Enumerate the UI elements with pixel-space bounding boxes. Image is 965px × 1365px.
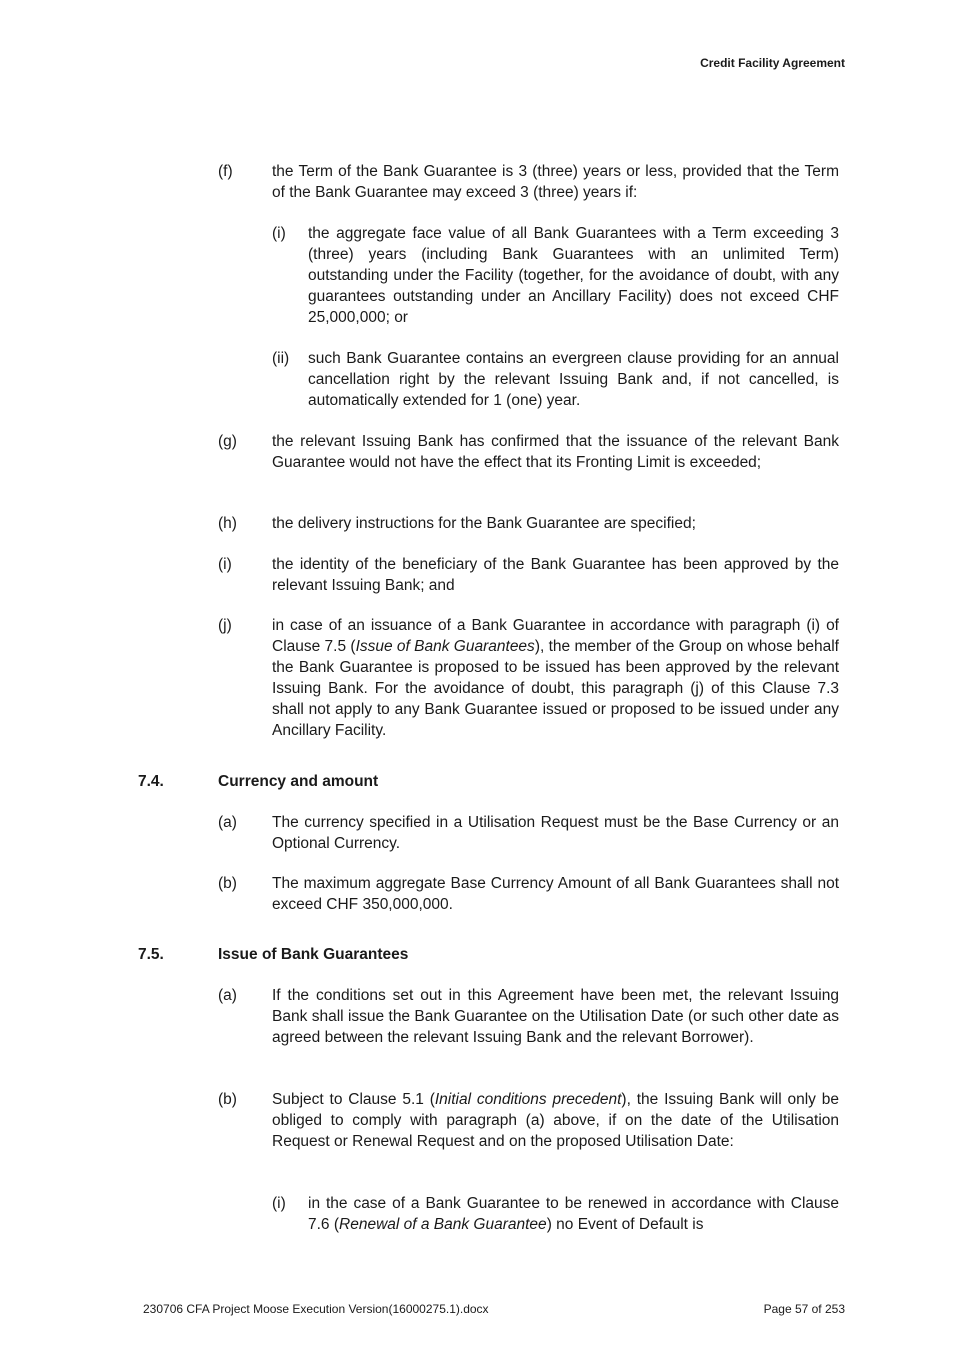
text-run: ) no Event of Default is bbox=[546, 1216, 704, 1233]
text-run: Subject to Clause 5.1 ( bbox=[272, 1091, 435, 1108]
subparagraph-7-5-b-i bbox=[272, 1193, 839, 1235]
paragraph-label: (h) bbox=[218, 515, 237, 532]
paragraph-label: (b) bbox=[218, 875, 237, 892]
clause-reference: Renewal of a Bank Guarantee bbox=[339, 1216, 547, 1233]
paragraph-g bbox=[218, 431, 839, 473]
paragraph-j bbox=[218, 615, 839, 741]
paragraph-7-4-b bbox=[218, 873, 839, 915]
paragraph-text: the relevant Issuing Bank has confirmed that the issuance of the relevant Bank Guarantee would not have the effect that its Fronting Limit is exceeded; bbox=[272, 433, 839, 471]
subparagraph-label: (i) bbox=[272, 1195, 286, 1212]
footer-document-name: 230706 CFA Project Moose Execution Version(16000275.1).docx bbox=[143, 1302, 489, 1316]
paragraph-7-5-a bbox=[218, 985, 839, 1048]
paragraph-label: (g) bbox=[218, 433, 237, 450]
text-run: ), the member of the Group on whose behalf the Bank Guarantee is proposed to be issued has been approved by the relevant Issuing Bank. For the avoidance of doubt, this paragraph (j) of this Clause 7.3 shall not apply to any Bank Guarantee issued or proposed to be issued under any Ancillary Facility. bbox=[272, 638, 839, 739]
paragraph-label: (a) bbox=[218, 987, 237, 1004]
paragraph-text: If the conditions set out in this Agreement have been met, the relevant Issuing Bank shall issue the Bank Guarantee on the Utilisation Date (or such other date as agreed between the relevant Issuing Bank and the relevant Borrower). bbox=[272, 987, 839, 1046]
paragraph-7-5-b bbox=[218, 1089, 839, 1152]
paragraph-i bbox=[218, 554, 839, 596]
text-run: ), the Issuing Bank will only be obliged to comply with paragraph (a) above, if on the date of the Utilisation Request or Renewal Request and on the proposed Utilisation Date: bbox=[272, 1091, 839, 1150]
subparagraph-text: such Bank Guarantee contains an evergreen clause providing for an annual cancellation right by the relevant Issuing Bank and, if not cancelled, is automatically extended for 1 (one) year. bbox=[308, 350, 839, 409]
paragraph-label: (i) bbox=[218, 556, 232, 573]
subparagraph-label: (i) bbox=[272, 225, 286, 242]
paragraph-label: (b) bbox=[218, 1091, 237, 1108]
paragraph-h bbox=[218, 513, 839, 534]
section-title: Currency and amount bbox=[218, 773, 379, 790]
text-run: in the case of a Bank Guarantee to be renewed in accordance with Clause 7.6 ( bbox=[308, 1195, 839, 1233]
paragraph-label: (a) bbox=[218, 814, 237, 831]
subparagraph-f-i bbox=[272, 223, 839, 328]
paragraph-text: the delivery instructions for the Bank Guarantee are specified; bbox=[272, 515, 696, 532]
paragraph-text: The maximum aggregate Base Currency Amount of all Bank Guarantees shall not exceed CHF 350,000,000. bbox=[272, 875, 839, 913]
subparagraph-text: the aggregate face value of all Bank Guarantees with a Term exceeding 3 (three) years (including Bank Guarantees with an unlimited Term) outstanding under the Facility (together, for the avoidance of doubt, with any guarantees outstanding under an Ancillary Facility) does not exceed CHF 25,000,000; or bbox=[308, 225, 839, 326]
footer-page-number: Page 57 of 253 bbox=[763, 1302, 845, 1316]
paragraph-label: (j) bbox=[218, 617, 232, 634]
subparagraph-text bbox=[308, 1193, 839, 1235]
paragraph-text: the identity of the beneficiary of the Bank Guarantee has been approved by the relevant Issuing Bank; and bbox=[272, 556, 839, 594]
paragraph-text: The currency specified in a Utilisation Request must be the Base Currency or an Optional Currency. bbox=[272, 814, 839, 852]
section-number: 7.4. bbox=[138, 773, 164, 790]
paragraph-label: (f) bbox=[218, 163, 233, 180]
running-header-title: Credit Facility Agreement bbox=[700, 56, 845, 70]
paragraph-text bbox=[272, 615, 839, 741]
section-number: 7.5. bbox=[138, 946, 164, 963]
paragraph-7-4-a bbox=[218, 812, 839, 854]
paragraph-f bbox=[218, 161, 839, 203]
clause-reference: Initial conditions precedent bbox=[434, 1091, 622, 1108]
paragraph-text bbox=[272, 1089, 839, 1152]
paragraph-text: the Term of the Bank Guarantee is 3 (three) years or less, provided that the Term of the Bank Guarantee may exceed 3 (three) years if: bbox=[272, 163, 839, 201]
text-run: in case of an issuance of a Bank Guarantee in accordance with paragraph (i) of Clause 7.5 ( bbox=[272, 617, 839, 655]
subparagraph-f-ii bbox=[272, 348, 839, 411]
section-title: Issue of Bank Guarantees bbox=[218, 946, 409, 963]
subparagraph-label: (ii) bbox=[272, 350, 290, 367]
clause-reference: Issue of Bank Guarantees bbox=[355, 638, 535, 655]
